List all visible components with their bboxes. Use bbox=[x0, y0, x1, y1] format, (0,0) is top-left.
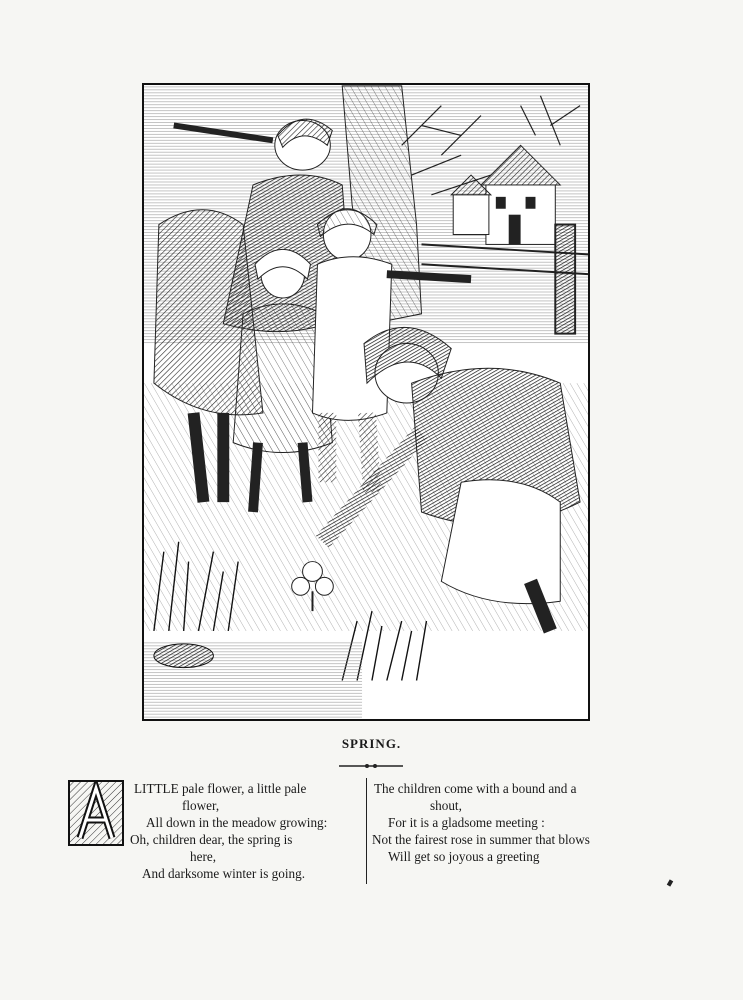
stone bbox=[154, 644, 213, 668]
column-divider bbox=[366, 778, 367, 884]
right-stanza bbox=[372, 780, 672, 865]
illuminated-drop-cap bbox=[68, 780, 124, 846]
poem-line: For it is a gladsome meeting : bbox=[388, 815, 545, 830]
poem-line: Not the fairest rose in summer that blows bbox=[372, 832, 590, 847]
poem-line: shout, bbox=[430, 798, 462, 813]
title-rule-ornament bbox=[339, 762, 403, 770]
poem-title: SPRING. bbox=[341, 736, 402, 751]
poem-line: Will get so joyous a greeting bbox=[388, 849, 540, 864]
poem-line: LITTLE pale flower, a little pale bbox=[134, 781, 307, 796]
spring-engraving bbox=[142, 83, 590, 721]
poem-line: Oh, children dear, the spring is bbox=[130, 832, 293, 847]
poem-line: flower, bbox=[182, 798, 220, 813]
poem-line: And darksome winter is going. bbox=[142, 866, 305, 881]
ink-speck bbox=[667, 879, 673, 886]
poem-line: The children come with a bound and a bbox=[374, 781, 577, 796]
poem-line: All down in the meadow growing: bbox=[146, 815, 328, 830]
left-stanza bbox=[130, 780, 362, 882]
poem-line: here, bbox=[190, 849, 216, 864]
engraving-illustration bbox=[144, 85, 588, 719]
